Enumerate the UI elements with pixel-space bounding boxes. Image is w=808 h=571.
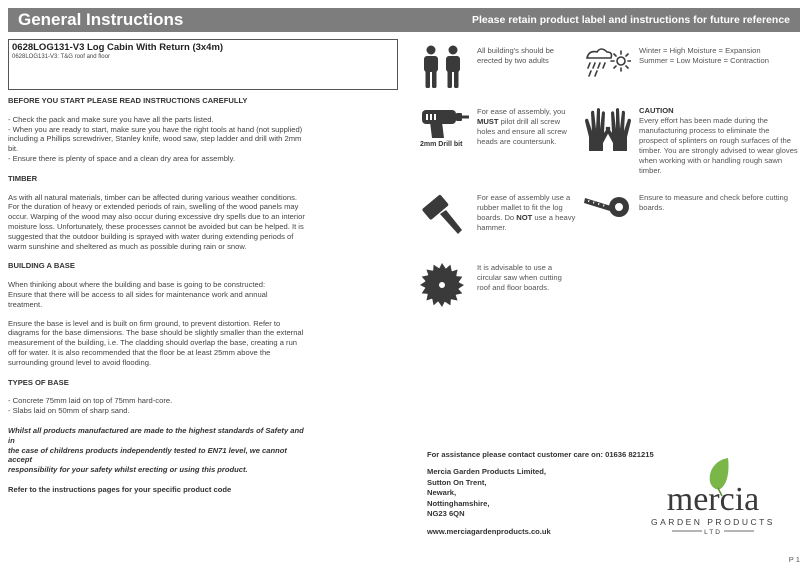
- timber-body: As with all natural materials, timber can be affected during various weather conditions. For the duration of heavy or extended periods of rain, swelling of the wood panels may occur. Warping of the wood may also occur during excessive dry spells due to an interior moisture loss. Unfortunately, these processes cannot be avoided but can be helped. It is suggested that the outdoor building is sprayed with water during extending periods of warm sunshine and sheltered as much as possible during rain or snow.: [8, 192, 305, 251]
- caution-heading: CAUTION: [639, 106, 674, 115]
- mallet-tip: [477, 193, 575, 233]
- header-bar: [8, 8, 800, 32]
- logo-ltd: LTD: [704, 529, 722, 536]
- mallet-tip-post: use a heavy hammer.: [477, 213, 576, 232]
- drill-bit-caption: 2mm Drill bit: [420, 141, 463, 148]
- safety-disclaimer: Whilst all products manufactured are made to the highest standards of Safety and in the case of childrens products independently tested to EN71 level, we cannot accept responsibility for your safety whilst erecting or using this product.: [8, 425, 304, 475]
- types-base-body: - Concrete 75mm laid on top of 75mm hard-core. - Slabs laid on 50mm of sharp sand.: [8, 396, 173, 416]
- website-link[interactable]: www.merciagardenproducts.co.uk: [427, 527, 551, 537]
- two-people-icon: [420, 45, 466, 89]
- company-address: Mercia Garden Products Limited, Sutton On Trent, Newark, Nottinghamshire, NG23 6QN: [427, 467, 546, 519]
- mallet-icon: [420, 192, 464, 236]
- building-base-heading: BUILDING A BASE: [8, 261, 75, 271]
- before-start-heading: BEFORE YOU START PLEASE READ INSTRUCTIONS CAREFULLY: [8, 96, 248, 105]
- weather-tip: Winter = High Moisture = Expansion Summer = Low Moisture = Contraction: [639, 46, 769, 65]
- timber-heading: TIMBER: [8, 173, 38, 183]
- weather-icon: [583, 44, 631, 78]
- page-number: P 1: [788, 555, 800, 564]
- circular-saw-blade-icon: [420, 263, 464, 307]
- caution-text: Every effort has been made during the manufacturing process to eliminate the prospect of splinters on rough surfaces of the timber. You are strongly advised to wear gloves when working with or handling rough sawn timber.: [639, 116, 798, 175]
- saw-tip: It is advisable to use a circular saw when cutting roof and floor boards.: [477, 263, 562, 292]
- refer-note: Refer to the instructions pages for your specific product code: [8, 484, 232, 494]
- drill-tip-pre: For ease of assembly, you: [477, 107, 566, 116]
- mercia-logo: [640, 458, 786, 540]
- header-note: Please retain product label and instructions for future reference: [472, 14, 790, 26]
- page-title: General Instructions: [18, 10, 184, 29]
- adults-tip: All building's should be erected by two adults: [477, 46, 555, 65]
- before-start-body: - Check the pack and make sure you have all the parts listed. - When you are ready to start, make sure you have the right tools at hand (not supplied) including a Phillips screwdriver, Stanley knife, wood saw, step ladder and drill with 2mm bit. - Ensure there is plenty of space and a clean dry area for assembly.: [8, 114, 303, 163]
- tape-measure-icon: [583, 192, 631, 218]
- product-label-box: [8, 39, 398, 90]
- building-base-body-2: Ensure the base is level and is built on firm ground, to prevent distortion. Refer to diagrams for the base dimensions. The base should be slightly smaller than the external measurement of the building, i.e. The cladding should overlap the base, creating a run off for water. It is also recommended that the floor be at least 25mm above the surrounding ground level to avoid flooding.: [8, 318, 304, 367]
- product-subtitle: 0628LOG131-V3: T&G roof and floor: [12, 54, 110, 60]
- mallet-tip-not: NOT: [516, 213, 533, 222]
- drill-tip: [477, 107, 567, 147]
- gloves-icon: [583, 107, 633, 153]
- logo-tagline: GARDEN PRODUCTS: [651, 517, 775, 527]
- instructions-column: [8, 96, 308, 495]
- customer-care-line: For assistance please contact customer care on: 01636 821215: [427, 450, 654, 459]
- drill-tip-must: MUST: [477, 117, 499, 126]
- logo-wordmark: mercia: [666, 481, 760, 518]
- caution-block: [639, 106, 798, 176]
- types-base-heading: TYPES OF BASE: [8, 377, 69, 387]
- contact-block: [427, 450, 654, 538]
- mallet-tip-pre: For ease of assembly use a rubber mallet to fit the log boards. Do: [477, 193, 571, 222]
- building-base-body-1: When thinking about where the building and base is going to be constructed: Ensure that there will be access to all sides for maintenance work and annual treatment.: [8, 280, 268, 309]
- measure-tip: Ensure to measure and check before cutting boards.: [639, 193, 789, 212]
- drill-tip-post: pilot drill all screw holes and ensure all screw heads are countersunk.: [477, 117, 567, 146]
- product-title: 0628LOG131-V3 Log Cabin With Return (3x4m): [12, 42, 224, 53]
- drill-icon: [420, 104, 470, 140]
